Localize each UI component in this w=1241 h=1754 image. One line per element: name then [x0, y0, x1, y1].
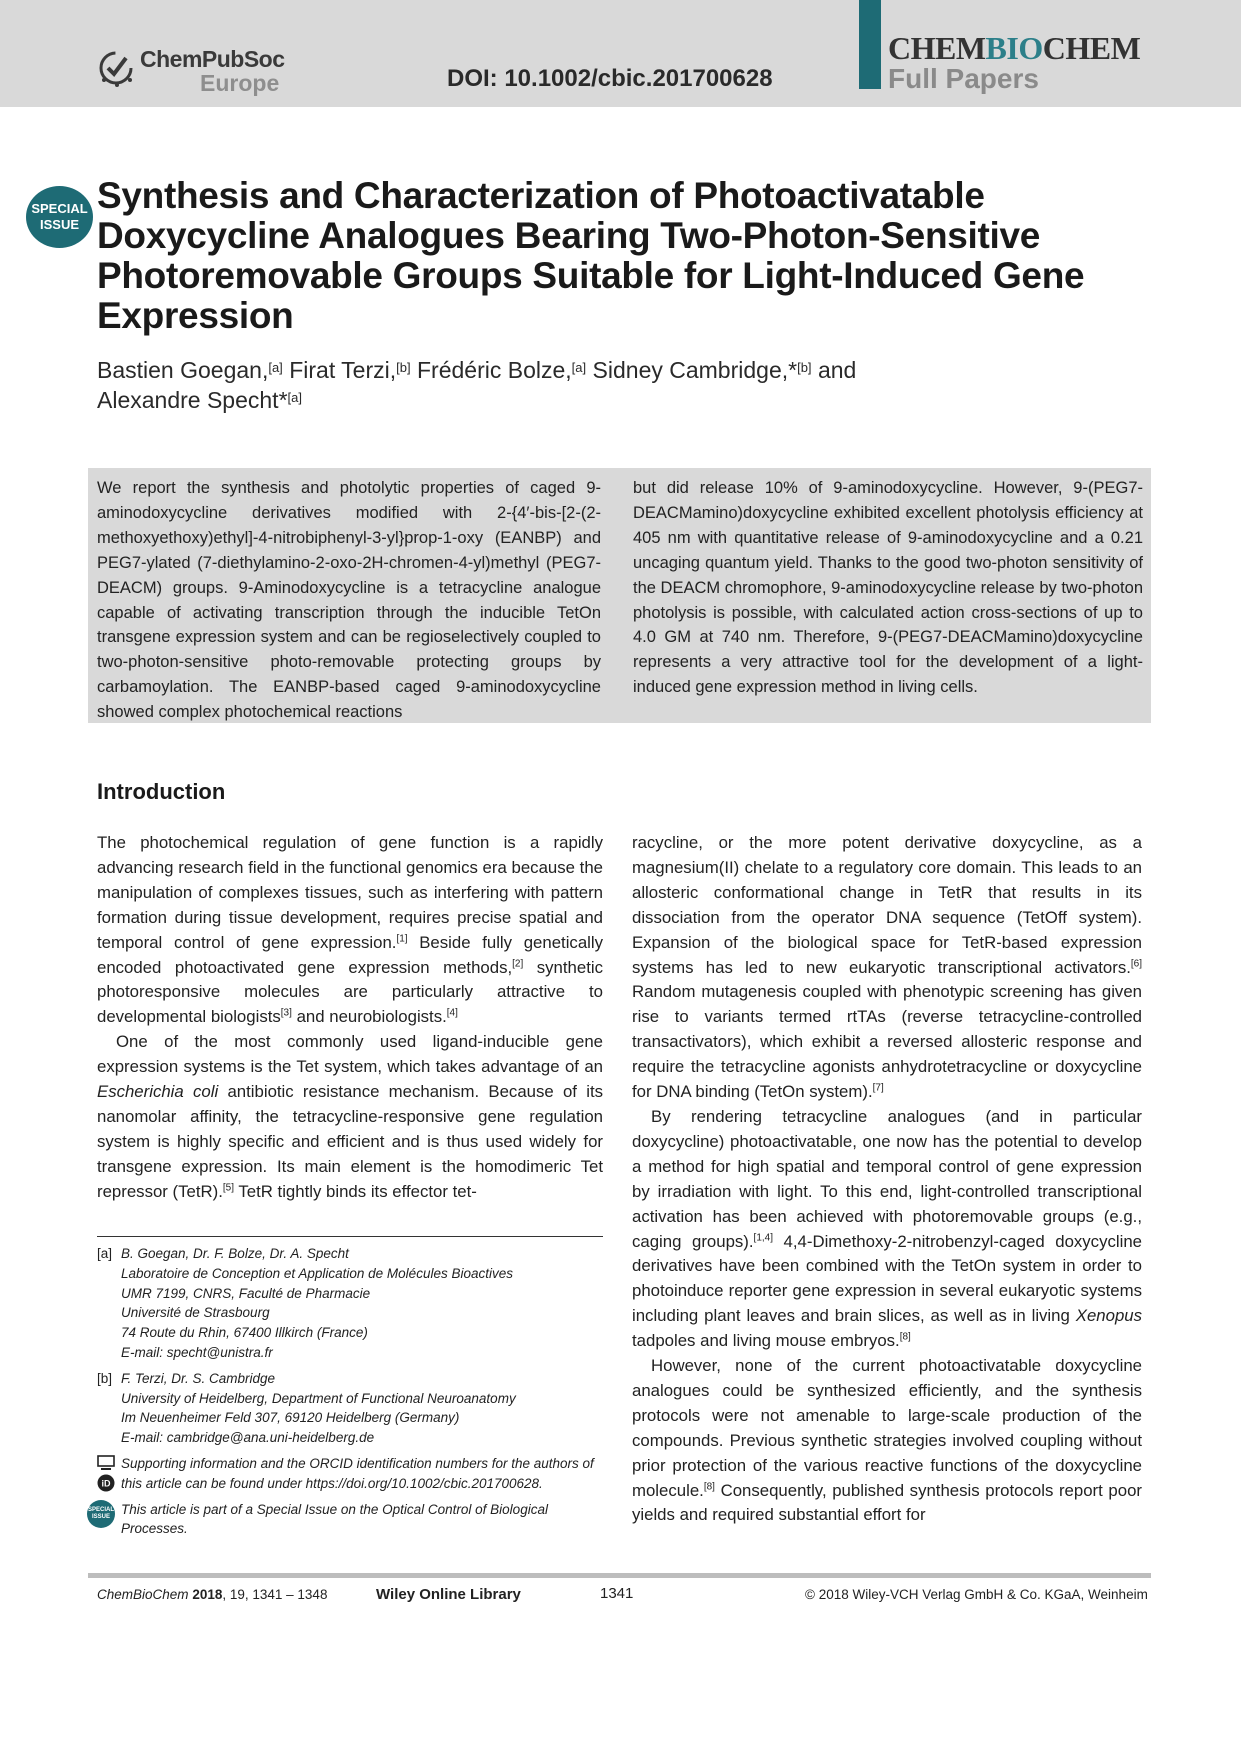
abstract-right-column: but did release 10% of 9-aminodoxycycline. However, 9-(PEG7-DEACMamino)doxycycline exhibited excellent photolysis efficiency at 405 nm with quantitative release of 9-aminodoxycycline and a 0.21 uncaging quantum yield. Thanks to the good two-photon sensitivity of the DEACM chromophore, 9-aminodoxycycline release by two-photon photolysis is possible, with calculated action cross-sections of up to 4.0 GM at 740 nm. Therefore, 9-(PEG7-DEACMamino)doxycycline represents a very attractive tool for the development of a light-induced gene expression method in living cells. — [633, 479, 1143, 697]
author-name[interactable]: Sidney Cambridge,* — [592, 357, 798, 383]
badge-line2: ISSUE — [39, 217, 79, 232]
footnote-special-issue — [87, 1500, 607, 1540]
article-title: Synthesis and Characterization of Photoactivatable Doxycycline Analogues Bearing Two-Photon-Sensitive Photoremovable Groups Suitable for Light-Induced Gene Expression — [97, 175, 1085, 336]
section-heading-introduction: Introduction — [97, 779, 226, 804]
citation[interactable]: [8] — [703, 1480, 715, 1492]
affiliation-footnotes — [87, 1244, 607, 1545]
citation[interactable]: [3] — [280, 1007, 292, 1019]
footnote-line: Université de Strasbourg — [121, 1305, 270, 1321]
author-affiliation: [b] — [396, 360, 411, 375]
species-name: Xenopus — [1075, 1306, 1142, 1326]
citation[interactable]: [7] — [872, 1082, 884, 1094]
paragraph — [632, 831, 1142, 1105]
footnote-line: Im Neuenheimer Feld 307, 69120 Heidelberg (Germany) — [121, 1410, 460, 1426]
footnote-supporting-info — [97, 1454, 607, 1494]
journal-name — [888, 30, 1140, 67]
footer-year: 2018 — [192, 1587, 223, 1602]
author-affiliation: [a] — [287, 390, 302, 405]
copyright: © 2018 Wiley-VCH Verlag GmbH & Co. KGaA, Weinheim — [805, 1587, 1148, 1602]
footnote-affiliation-a — [97, 1244, 607, 1363]
paragraph — [632, 1354, 1142, 1528]
text-run: Random mutagenesis coupled with phenotypic screening has given rise to variants termed rtTAs (reverse tetracycline-controlled transactivators), which exhibit a reversed allosteric response and require the tetracycline agonists anhydrotetracycline or doxycycline for DNA binding (TetOn system). — [632, 982, 1142, 1102]
publisher-region: Europe — [200, 70, 280, 96]
text-run: The photochemical regulation of gene function is a rapidly advancing research field in the functional genomics era because the manipulation of complexes tissues, such as interfering with pattern formation during tissue development, requires precise spatial and temporal control of gene expression. — [97, 833, 603, 952]
footer-divider — [88, 1573, 1151, 1578]
author-name[interactable]: Frédéric Bolze, — [417, 357, 572, 383]
text-run: One of the most commonly used ligand-inducible gene expression systems is the Tet system, which takes advantage of an — [97, 1032, 603, 1077]
doi[interactable]: DOI: 10.1002/cbic.201700628 — [447, 65, 773, 92]
footer-journal: ChemBioChem — [97, 1587, 189, 1602]
citation[interactable]: [1] — [396, 933, 408, 945]
chempubsoc-emblem-icon — [96, 46, 138, 88]
citation[interactable]: [6] — [1130, 957, 1142, 969]
paragraph — [97, 1030, 603, 1204]
footnote-label: [a] — [97, 1246, 113, 1261]
footnote-line: Laboratoire de Conception et Application de Molécules Bioactives — [121, 1265, 513, 1281]
citation[interactable]: [2] — [512, 957, 524, 969]
special-issue-badge — [26, 186, 93, 248]
paragraph — [97, 831, 603, 1030]
species-name: Escherichia coli — [97, 1082, 219, 1102]
footnote-line: 74 Route du Rhin, 67400 Illkirch (France) — [121, 1325, 368, 1341]
abstract-left-column: We report the synthesis and photolytic properties of caged 9-aminodoxycycline derivatives modified with 2-{4′-bis-[2-(2-methoxyethoxy)ethyl]-4-nitrobiphenyl-3-yl}prop-1-oxy (EANBP) and PEG7-ylated (7-diethylamino-2-oxo-2H-chromen-4-yl)methyl (PEG7-DEACM) groups. 9-Aminodoxycycline is a tetracycline analogue capable of activating transcription through the inducible TetOn transgene expression system and can be regioselectively coupled to two-photon-sensitive photo-removable protecting groups by carbamoylation. The EANBP-based caged 9-aminodoxycycline showed complex photochemical reactions — [97, 479, 601, 722]
chempubsoc-logo — [96, 44, 285, 96]
text-run: However, none of the current photoactivatable doxycycline analogues could be synthesized efficiently, and the synthesis protocols were not amenable to large-scale production of the compounds. Previous synthetic strategies involved coupling without prior protection of the various reactive functions of the doxycycline molecule. — [632, 1356, 1142, 1500]
text-run: synthetic photoresponsive molecules are particularly attractive to developmental biologists — [97, 957, 603, 1027]
citation[interactable]: [8] — [899, 1331, 911, 1343]
author-list — [97, 355, 1127, 415]
page-header — [0, 0, 1241, 107]
author-name[interactable]: Alexandre Specht* — [97, 387, 288, 413]
supporting-info-text[interactable]: Supporting information and the ORCID identification numbers for the authors of this article can be found under https://doi.org/10.1002/cbic.201700628. — [121, 1455, 594, 1491]
special-issue-text: This article is part of a Special Issue on the Optical Control of Biological Processes. — [121, 1501, 548, 1537]
text-run: Beside fully genetically encoded photoactivated gene expression methods, — [97, 932, 604, 977]
body-right-column — [632, 831, 1142, 1528]
orcid-icon-label: iD — [101, 1478, 111, 1489]
abstract-box — [88, 468, 1151, 723]
text-run: antibiotic resistance mechanism. Because of its nanomolar affinity, the tetracycline-responsive gene regulation system is highly specific and efficient and is thus used widely for transgene expression. Its main element is the homodimeric Tet repressor (TetR). — [97, 1082, 603, 1201]
email-link[interactable]: E-mail: specht@unistra.fr — [121, 1344, 273, 1360]
body-left-column — [97, 831, 603, 1205]
author-name[interactable]: Bastien Goegan, — [97, 357, 269, 383]
text-run: 4,4-Dimethoxy-2-nitrobenzyl-caged doxycycline derivatives have been combined with the TetOn system in order to photoinduce reporter gene expression in several eukaryotic systems including plant leaves and brain slices, as well as in living — [632, 1231, 1142, 1326]
special-issue-badge-small-icon: SPECIAL ISSUE — [87, 1500, 115, 1528]
author-conjunction: and — [817, 357, 857, 383]
text-run: racycline, or the more potent derivative doxycycline, as a magnesium(II) chelate to a regulatory core domain. This leads to an allosteric conformational change in TetR that results in its dissociation from the operator DNA sequence (TetOff system). Expansion of the biological space for TetR-based expression systems has led to new eukaryotic transcriptional activators. — [632, 833, 1142, 977]
author-affiliation: [a] — [268, 360, 283, 375]
computer-icon — [97, 1454, 115, 1472]
footnote-line: University of Heidelberg, Department of Functional Neuroanatomy — [121, 1390, 516, 1406]
footer-citation — [97, 1587, 327, 1602]
text-run: Consequently, published synthesis protocols report poor yields and required substantial effort for — [632, 1480, 1142, 1525]
citation[interactable]: [1,4] — [753, 1231, 774, 1243]
text-run: tadpoles and living mouse embryos. — [632, 1331, 900, 1351]
footnote-line: B. Goegan, Dr. F. Bolze, Dr. A. Specht — [121, 1246, 349, 1261]
wiley-online-library-link[interactable]: Wiley Online Library — [376, 1586, 521, 1603]
article-type: Full Papers — [888, 63, 1039, 94]
page-number: 1341 — [600, 1585, 634, 1602]
journal-name-part1: CHEM — [888, 30, 986, 66]
text-run: TetR tightly binds its effector tet- — [234, 1181, 477, 1201]
author-affiliation: [a] — [571, 360, 587, 375]
email-link[interactable]: E-mail: cambridge@ana.uni-heidelberg.de — [121, 1430, 375, 1446]
citation[interactable]: [4] — [446, 1007, 458, 1019]
footnote-line: UMR 7199, CNRS, Faculté de Pharmacie — [121, 1285, 371, 1301]
footnote-divider — [97, 1236, 603, 1237]
journal-accent-bar — [859, 0, 881, 89]
orcid-icon — [97, 1474, 115, 1492]
text-run: and neurobiologists. — [291, 1007, 447, 1027]
paragraph — [632, 1105, 1142, 1354]
publisher-name: ChemPubSoc — [140, 46, 285, 72]
footnote-label: [b] — [97, 1370, 113, 1386]
author-affiliation: [b] — [797, 360, 812, 375]
author-name[interactable]: Firat Terzi, — [289, 357, 397, 383]
footnote-affiliation-b — [97, 1369, 607, 1448]
citation[interactable]: [5] — [222, 1182, 235, 1194]
footer-volume-pages: , 19, 1341 – 1348 — [222, 1587, 328, 1602]
journal-name-part3: CHEM — [1042, 30, 1141, 66]
journal-name-part2: BIO — [985, 30, 1043, 66]
badge-line1: SPECIAL — [31, 201, 88, 216]
footnote-line: F. Terzi, Dr. S. Cambridge — [121, 1370, 276, 1386]
text-run: By rendering tetracycline analogues (and in particular doxycycline) photoactivatable, one now has the potential to develop a method for high spatial and temporal control of gene expression by irradiation with light. To this end, light-controlled transcriptional activation has been achieved with photoremovable groups (e.g., caging groups). — [632, 1106, 1142, 1251]
